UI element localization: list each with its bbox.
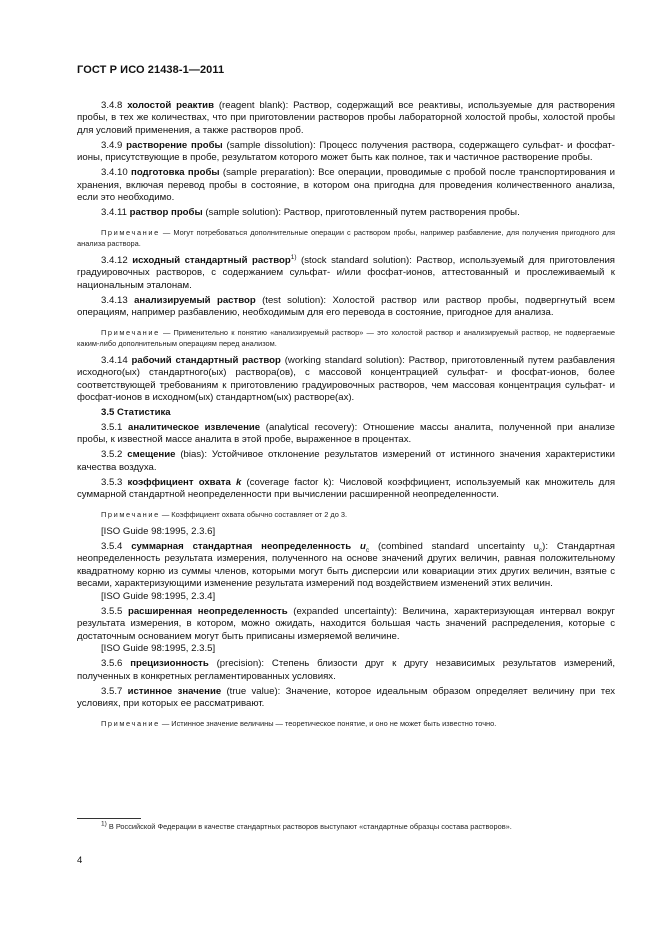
definition-paragraph [77,686,615,711]
definition-paragraph [77,207,615,220]
term: расширенная неопределенность [127,605,288,617]
reference: [ISO Guide 98:1995, 2.3.4] [101,590,216,602]
note-label: Примечание [101,509,160,519]
definition-paragraph [77,355,615,405]
symbol: u [360,540,366,552]
definition-paragraph [77,100,615,138]
note-label: Примечание [101,718,160,728]
footnote-marker: 1) [101,820,107,828]
definition-text: (analytical recovery): Отношение массы аналита, полученной при анализе пробы, к известной массе аналита в этой пробе, выраженное в процентах. [77,421,616,445]
term: суммарная стандартная неопределенность [131,540,352,552]
definition-paragraph [77,658,615,683]
term: истинное значение [127,685,222,697]
definition-paragraph [77,422,615,447]
definition-paragraph [77,449,615,474]
note [77,227,615,249]
clause-number: 3.4.12 [101,254,128,266]
note-text: — Могут потребоваться дополнительные операции с раствором пробы, например разбавление, для получения пригодного для анализа раствора. [77,227,615,248]
clause-number: 3.5.1 [101,421,123,433]
footnote [77,821,615,832]
footnote-divider [77,818,141,819]
symbol: k [236,476,242,488]
definition-text: (true value): Значение, которое идеальным образом определяет величину при тех условиях, при которых ее рассматривают. [77,685,615,709]
reference: [ISO Guide 98:1995, 2.3.6] [101,525,216,537]
term: прецизионность [130,658,209,669]
clause-number: 3.4.10 [101,167,128,178]
page-number: 4 [77,855,83,866]
definition-text: (reagent blank): Раствор, содержащий все реактивы, используемые для растворения пробы, в тех же количествах, что при приготовлении растворов пробы лабораторной холостой пробы, холостой пробы для условий применения, а также растворов проб. [77,99,615,136]
clause-number: 3.4.14 [101,354,128,366]
definition-paragraph [77,606,615,644]
note-text: — Коэффициент охвата обычно составляет от 2 до 3. [159,509,348,519]
clause-number: 3.5.5 [101,605,123,617]
footnote-text: В Российской Федерации в качестве стандартных растворов выступают «стандартные образцы состава растворов». [106,822,512,831]
term: аналитическое извлечение [127,421,261,433]
clause-number: 3.4.8 [101,99,123,111]
definition-text: (sample solution): Раствор, приготовленный путем растворения пробы. [202,207,520,218]
definition-text: (stock standard solution): Раствор, используемый для приготовления градуировочных растворов, с содержанием сульфат- и/или фосфат-ионов, аттестованный и прослеживаемый к национальным эталонам. [77,254,615,291]
term: растворение пробы [126,139,223,151]
clause-number: 3.5.6 [101,658,123,669]
note-label: Примечание [101,327,160,337]
term: рабочий стандартный раствор [131,354,281,366]
document-body [77,97,615,735]
term: подготовка пробы [131,167,220,178]
document-header: ГОСТ Р ИСО 21438-1—2011 [77,64,225,76]
clause-number: 3.5.4 [101,540,123,552]
term: коэффициент охвата [127,476,231,488]
definition-text: (coverage factor k): Числовой коэффициент, используемый как множитель для суммарной стандартной неопределенности при вычислении расширенной неопределенности. [77,476,616,500]
note-text: — Применительно к понятию «анализируемый раствор» — это холостой раствор и анализируемый раствор, не подвергаемые каким-либо дополнительным операциям перед анализом. [77,327,615,348]
definition-text: (expanded uncertainty): Величина, характеризующая интервал вокруг результата измерения, в котором, можно ожидать, находится большая часть значений распределения, которые с достаточным основанием могут быть приписаны измеряемой величине. [77,605,616,642]
clause-number: 3.4.9 [101,139,123,151]
definition-text: ): Стандартная неопределенность результата измерения, полученного на основе значений других величин, равная положительному квадратному корню из суммы членов, которыми могут быть дисперсии или ковариации этих других величин, взятые с весами, характеризующими изменение результата измерений под воздействием изменений этих величин. [77,540,616,589]
term: анализируемый раствор [134,294,256,306]
note-text: — Истинное значение величины — теоретическое понятие, и оно не может быть известно точно. [159,718,497,728]
definition-text: (working standard solution): Раствор, приготовленный путем разбавления исходного(ых) стандартного(ых) раствора(ов), с массовой концентрацией сульфат- и фосфат-ионов, более соответствующей требованиям к приготовлению градуировочных растворов, чем массовая концентрация сульфат- и фосфат-ионов в исходном(ых) стандартном(ых) растворе(ах). [77,354,615,403]
section-heading: 3.5 Статистика [101,406,171,418]
clause-number: 3.4.13 [101,294,128,306]
definition-paragraph [77,255,615,293]
definition-paragraph [77,167,615,205]
term: раствор пробы [129,207,203,218]
note [77,718,615,729]
definition-paragraph [77,477,615,502]
clause-number: 3.4.11 [101,207,127,218]
definition-text: (sample dissolution): Процесс получения раствора, содержащего сульфат- и фосфат-ионы, присутствующие в пробе, результатом которого может быть как полное, так и частичное растворение пробы. [77,139,615,163]
definition-text: (bias): Устойчивое отклонение результатов измерений от истинного значения характеристики качества воздуха. [77,449,615,473]
note-label: Примечание [101,227,160,237]
term: исходный стандартный раствор [132,254,291,266]
definition-text: (sample preparation): Все операции, проводимые с пробой после транспортирования и хранения, включая перевод пробы в состояние, в котором она пригодна для проведения количественного анализа, если это необходимо. [77,167,615,203]
note [77,327,615,349]
clause-number: 3.5.7 [101,685,123,697]
note [77,509,615,520]
clause-number: 3.5.3 [101,476,123,488]
reference: [ISO Guide 98:1995, 2.3.5] [101,643,216,654]
symbol-subscript: c [538,546,543,554]
symbol-subscript: c [365,546,370,554]
definition-text: (combined standard uncertainty u [369,540,539,552]
term: холостой реактив [127,99,214,111]
clause-number: 3.5.2 [101,449,123,460]
definition-paragraph [77,541,615,591]
definition-text: (precision): Степень близости друг к другу независимых результатов измерений, полученных в конкретных регламентированных условиях. [77,658,615,682]
definition-paragraph [77,295,615,320]
definition-paragraph [77,140,615,165]
term: смещение [127,449,176,460]
definition-text: (test solution): Холостой раствор или раствор пробы, подвергнутый всем операциям, например разбавлению, необходимым для его перевода в состояние, пригодное для анализа. [77,294,615,318]
footnote-ref: 1) [290,253,297,261]
